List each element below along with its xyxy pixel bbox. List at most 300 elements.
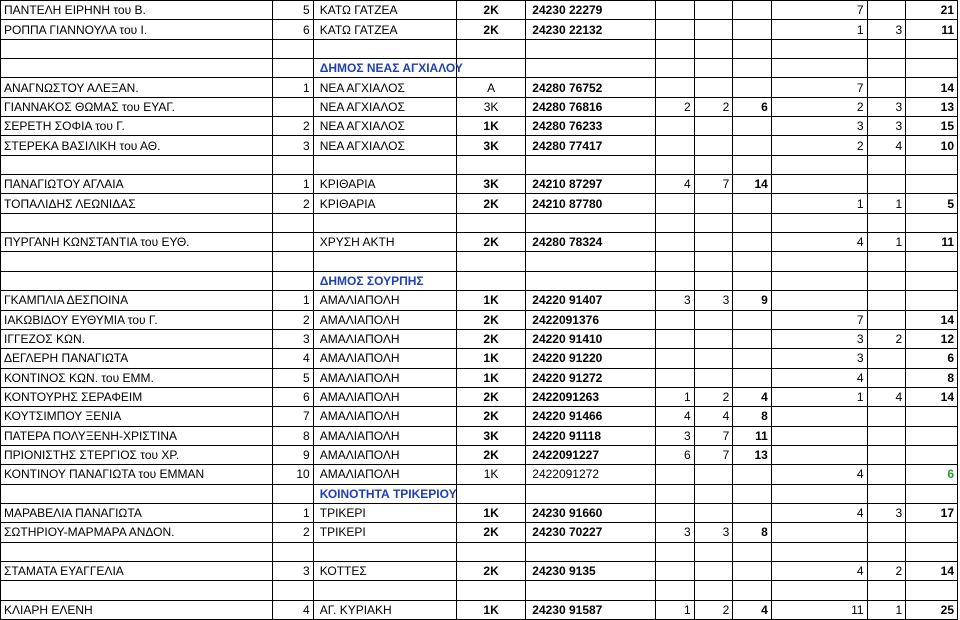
cell-b [694, 233, 733, 252]
cell-f: 8 [906, 368, 958, 387]
cell-e [867, 349, 906, 368]
empty-cell [733, 271, 772, 290]
cell-b: 4 [694, 407, 733, 426]
table-row [1, 117, 958, 136]
cell-name: ΙΓΓΕΖΟΣ ΚΩΝ. [1, 329, 273, 348]
cell-a [656, 561, 695, 580]
cell-town: ΑΜΑΛΙΑΠΟΛΗ [313, 349, 456, 368]
cell-e: 1 [867, 233, 906, 252]
cell-phone: 24210 87780 [526, 194, 656, 213]
empty-cell [867, 252, 906, 271]
empty-cell [656, 39, 695, 58]
cell-e [867, 445, 906, 464]
section-header-row [1, 59, 958, 78]
cell-a: 3 [656, 426, 695, 445]
empty-cell [1, 39, 273, 58]
empty-cell [694, 484, 733, 503]
cell-f: 13 [906, 97, 958, 116]
cell-b: 7 [694, 175, 733, 194]
empty-cell [526, 213, 656, 232]
cell-d: 4 [771, 465, 867, 484]
table-body [1, 1, 958, 620]
cell-c [733, 465, 772, 484]
cell-d [771, 523, 867, 542]
empty-cell [906, 213, 958, 232]
cell-num [273, 97, 314, 116]
cell-a [656, 78, 695, 97]
cell-class: 1Κ [456, 503, 525, 522]
cell-class: 3Κ [456, 97, 525, 116]
cell-phone: 24280 77417 [526, 136, 656, 155]
cell-f: 12 [906, 329, 958, 348]
cell-c [733, 117, 772, 136]
cell-d: 1 [771, 20, 867, 39]
cell-name: ΔΕΓΛΕΡΗ ΠΑΝΑΓΙΩΤΑ [1, 349, 273, 368]
cell-town: ΑΜΑΛΙΑΠΟΛΗ [313, 445, 456, 464]
empty-cell [273, 484, 314, 503]
cell-d: 7 [771, 1, 867, 20]
empty-cell [733, 581, 772, 600]
cell-class: 1Κ [456, 117, 525, 136]
table-row [1, 20, 958, 39]
cell-c [733, 233, 772, 252]
cell-d: 1 [771, 387, 867, 406]
cell-c: 11 [733, 426, 772, 445]
cell-e: 4 [867, 387, 906, 406]
cell-town: ΧΡΥΣΗ ΑΚΤΗ [313, 233, 456, 252]
cell-num: 2 [273, 117, 314, 136]
empty-cell [694, 271, 733, 290]
empty-cell [273, 252, 314, 271]
empty-cell [273, 213, 314, 232]
cell-c: 9 [733, 291, 772, 310]
cell-class: 2Κ [456, 20, 525, 39]
cell-name: ΤΟΠΑΛΙΔΗΣ ΛΕΩΝΙΔΑΣ [1, 194, 273, 213]
cell-e [867, 310, 906, 329]
cell-b [694, 194, 733, 213]
cell-d: 4 [771, 368, 867, 387]
cell-town: ΝΕΑ ΑΓΧΙΑΛΟΣ [313, 136, 456, 155]
cell-c [733, 349, 772, 368]
cell-phone: 24280 76233 [526, 117, 656, 136]
table-row [1, 465, 958, 484]
section-header-row [1, 271, 958, 290]
cell-c: 13 [733, 445, 772, 464]
cell-b: 3 [694, 523, 733, 542]
cell-b [694, 368, 733, 387]
cell-class: 2Κ [456, 445, 525, 464]
cell-b [694, 310, 733, 329]
table-row [1, 523, 958, 542]
cell-f: 6 [906, 465, 958, 484]
cell-town: ΝΕΑ ΑΓΧΙΑΛΟΣ [313, 117, 456, 136]
blank-row [1, 155, 958, 174]
table-row [1, 310, 958, 329]
cell-e [867, 407, 906, 426]
cell-town: ΑΜΑΛΙΑΠΟΛΗ [313, 291, 456, 310]
empty-cell [1, 542, 273, 561]
cell-c: 8 [733, 407, 772, 426]
cell-a: 6 [656, 445, 695, 464]
cell-town: ΤΡΙΚΕΡΙ [313, 523, 456, 542]
cell-name: ΠΥΡΓΑΝΗ ΚΩΝΣΤΑΝΤΙΑ του ΕΥΘ. [1, 233, 273, 252]
cell-d: 7 [771, 78, 867, 97]
cell-b: 7 [694, 426, 733, 445]
cell-phone: 24230 91587 [526, 600, 656, 619]
cell-d: 7 [771, 310, 867, 329]
empty-cell [733, 542, 772, 561]
cell-phone: 24220 91466 [526, 407, 656, 426]
cell-num: 2 [273, 310, 314, 329]
empty-cell [1, 581, 273, 600]
empty-cell [733, 39, 772, 58]
empty-cell [656, 271, 695, 290]
cell-phone: 24220 91272 [526, 368, 656, 387]
cell-f: 21 [906, 1, 958, 20]
empty-cell [733, 252, 772, 271]
cell-f: 11 [906, 20, 958, 39]
cell-class: 1Κ [456, 600, 525, 619]
cell-class: 1Κ [456, 291, 525, 310]
cell-town: ΚΡΙΘΑΡΙΑ [313, 194, 456, 213]
empty-cell [656, 155, 695, 174]
cell-name: ΑΝΑΓΝΩΣΤΟΥ ΑΛΕΞΑΝ. [1, 78, 273, 97]
cell-phone: 2422091376 [526, 310, 656, 329]
cell-a: 4 [656, 175, 695, 194]
blank-row [1, 581, 958, 600]
cell-b [694, 503, 733, 522]
empty-cell [771, 484, 867, 503]
blank-row [1, 252, 958, 271]
cell-f [906, 407, 958, 426]
cell-d [771, 291, 867, 310]
cell-a: 4 [656, 407, 695, 426]
cell-b: 7 [694, 445, 733, 464]
cell-class: 1Κ [456, 368, 525, 387]
cell-c: 4 [733, 600, 772, 619]
empty-cell [526, 155, 656, 174]
cell-class: Α [456, 78, 525, 97]
empty-cell [906, 59, 958, 78]
empty-cell [273, 271, 314, 290]
cell-num: 5 [273, 368, 314, 387]
empty-cell [656, 59, 695, 78]
cell-c [733, 368, 772, 387]
cell-class: 2Κ [456, 233, 525, 252]
table-row [1, 368, 958, 387]
section-header: ΔΗΜΟΣ ΝΕΑΣ ΑΓΧΙΑΛΟΥ [313, 59, 456, 78]
cell-b [694, 349, 733, 368]
cell-a [656, 310, 695, 329]
empty-cell [867, 581, 906, 600]
cell-f [906, 426, 958, 445]
cell-num: 1 [273, 291, 314, 310]
cell-name: ΚΟΝΤΙΝΟΥ ΠΑΝΑΓΙΩΤΑ του ΕΜΜΑΝ [1, 465, 273, 484]
blank-row [1, 542, 958, 561]
cell-e: 1 [867, 194, 906, 213]
cell-num: 6 [273, 387, 314, 406]
cell-e [867, 291, 906, 310]
cell-a [656, 136, 695, 155]
cell-name: ΓΚΑΜΠΛΙΑ ΔΕΣΠΟΙΝΑ [1, 291, 273, 310]
cell-num: 3 [273, 329, 314, 348]
cell-e: 3 [867, 503, 906, 522]
cell-phone: 24280 76816 [526, 97, 656, 116]
cell-c: 4 [733, 387, 772, 406]
empty-cell [656, 252, 695, 271]
empty-cell [273, 155, 314, 174]
table-row [1, 194, 958, 213]
cell-name: ΓΙΑΝΝΑΚΟΣ ΘΩΜΑΣ του ΕΥΑΓ. [1, 97, 273, 116]
cell-class: 2Κ [456, 407, 525, 426]
empty-cell [313, 252, 456, 271]
empty-cell [656, 484, 695, 503]
cell-name: ΚΟΝΤΙΝΟΣ ΚΩΝ. του ΕΜΜ. [1, 368, 273, 387]
cell-name: ΚΟΥΤΣΙΜΠΟΥ ΞΕΝΙΑ [1, 407, 273, 426]
table-row [1, 175, 958, 194]
cell-f [906, 445, 958, 464]
cell-name: ΣΤΕΡΕΚΑ ΒΑΣΙΛΙΚΗ του ΑΘ. [1, 136, 273, 155]
empty-cell [694, 155, 733, 174]
cell-name: ΚΛΙΑΡΗ ΕΛΕΝΗ [1, 600, 273, 619]
cell-d [771, 426, 867, 445]
cell-town: ΚΟΤΤΕΣ [313, 561, 456, 580]
cell-class: 2Κ [456, 329, 525, 348]
cell-e [867, 1, 906, 20]
empty-cell [771, 271, 867, 290]
empty-cell [456, 252, 525, 271]
cell-town: ΝΕΑ ΑΓΧΙΑΛΟΣ [313, 78, 456, 97]
empty-cell [867, 271, 906, 290]
cell-e [867, 426, 906, 445]
cell-town: ΝΕΑ ΑΓΧΙΑΛΟΣ [313, 97, 456, 116]
cell-town: ΤΡΙΚΕΡΙ [313, 503, 456, 522]
cell-num: 4 [273, 600, 314, 619]
empty-cell [771, 542, 867, 561]
cell-e: 3 [867, 117, 906, 136]
table-row [1, 407, 958, 426]
cell-f: 14 [906, 78, 958, 97]
cell-f: 14 [906, 561, 958, 580]
empty-cell [273, 581, 314, 600]
cell-num [273, 233, 314, 252]
cell-a [656, 329, 695, 348]
cell-c [733, 561, 772, 580]
cell-f [906, 523, 958, 542]
cell-f: 10 [906, 136, 958, 155]
cell-d: 3 [771, 349, 867, 368]
cell-phone: 24230 22132 [526, 20, 656, 39]
cell-c [733, 1, 772, 20]
empty-cell [906, 39, 958, 58]
cell-phone: 24230 70227 [526, 523, 656, 542]
empty-cell [526, 39, 656, 58]
empty-cell [906, 271, 958, 290]
cell-phone: 24220 91118 [526, 426, 656, 445]
cell-a: 2 [656, 97, 695, 116]
cell-a: 1 [656, 600, 695, 619]
cell-class: 1Κ [456, 465, 525, 484]
cell-phone: 24230 91660 [526, 503, 656, 522]
empty-cell [456, 213, 525, 232]
cell-b [694, 117, 733, 136]
empty-cell [313, 213, 456, 232]
cell-e: 3 [867, 20, 906, 39]
empty-cell [771, 59, 867, 78]
empty-cell [771, 581, 867, 600]
table-row [1, 78, 958, 97]
cell-phone: 24280 76752 [526, 78, 656, 97]
cell-d [771, 175, 867, 194]
empty-cell [694, 213, 733, 232]
cell-num: 5 [273, 1, 314, 20]
cell-town: ΑΜΑΛΙΑΠΟΛΗ [313, 368, 456, 387]
cell-a [656, 20, 695, 39]
cell-c [733, 503, 772, 522]
cell-f: 5 [906, 194, 958, 213]
cell-town: ΑΜΑΛΙΑΠΟΛΗ [313, 426, 456, 445]
cell-town: ΑΜΑΛΙΑΠΟΛΗ [313, 310, 456, 329]
table-row [1, 387, 958, 406]
empty-cell [313, 39, 456, 58]
empty-cell [526, 542, 656, 561]
cell-phone: 24280 78324 [526, 233, 656, 252]
cell-phone: 24220 91407 [526, 291, 656, 310]
empty-cell [313, 155, 456, 174]
cell-b: 3 [694, 291, 733, 310]
cell-a [656, 368, 695, 387]
cell-a [656, 194, 695, 213]
cell-e: 3 [867, 97, 906, 116]
cell-e [867, 368, 906, 387]
cell-name: ΠΡΙΟΝΙΣΤΗΣ ΣΤΕΡΓΙΟΣ του ΧΡ. [1, 445, 273, 464]
cell-d: 4 [771, 503, 867, 522]
cell-a [656, 465, 695, 484]
empty-cell [694, 542, 733, 561]
empty-cell [656, 581, 695, 600]
empty-cell [906, 252, 958, 271]
empty-cell [456, 271, 525, 290]
empty-cell [694, 59, 733, 78]
cell-phone: 2422091227 [526, 445, 656, 464]
cell-class: 2Κ [456, 387, 525, 406]
cell-d: 4 [771, 233, 867, 252]
cell-phone: 24220 91410 [526, 329, 656, 348]
empty-cell [456, 39, 525, 58]
cell-b: 2 [694, 97, 733, 116]
cell-phone: 24230 22279 [526, 1, 656, 20]
cell-f [906, 291, 958, 310]
cell-num: 1 [273, 175, 314, 194]
cell-name: ΠΑΝΑΓΙΩΤΟΥ ΑΓΛΑΙΑ [1, 175, 273, 194]
empty-cell [867, 39, 906, 58]
table-row [1, 426, 958, 445]
empty-cell [906, 581, 958, 600]
cell-town: ΚΑΤΩ ΓΑΤΖΕΑ [313, 20, 456, 39]
cell-town: ΚΑΤΩ ΓΑΤΖΕΑ [313, 1, 456, 20]
cell-name: ΣΕΡΕΤΗ ΣΟΦΙΑ του Γ. [1, 117, 273, 136]
table-row [1, 503, 958, 522]
cell-c [733, 194, 772, 213]
cell-class: 2Κ [456, 561, 525, 580]
cell-town: ΑΜΑΛΙΑΠΟΛΗ [313, 465, 456, 484]
cell-phone: 2422091272 [526, 465, 656, 484]
empty-cell [906, 542, 958, 561]
cell-e: 4 [867, 136, 906, 155]
cell-e [867, 523, 906, 542]
cell-b: 2 [694, 387, 733, 406]
cell-d: 2 [771, 136, 867, 155]
cell-f: 25 [906, 600, 958, 619]
table-row [1, 1, 958, 20]
cell-d: 2 [771, 97, 867, 116]
table-row [1, 97, 958, 116]
cell-class: 3Κ [456, 426, 525, 445]
section-header-row [1, 484, 958, 503]
empty-cell [733, 155, 772, 174]
blank-row [1, 213, 958, 232]
cell-a [656, 503, 695, 522]
cell-name: ΠΑΤΕΡΑ ΠΟΛΥΞΕΝΗ-ΧΡΙΣΤΙΝΑ [1, 426, 273, 445]
empty-cell [867, 155, 906, 174]
cell-e [867, 175, 906, 194]
cell-num: 10 [273, 465, 314, 484]
empty-cell [526, 271, 656, 290]
empty-cell [1, 59, 273, 78]
empty-cell [694, 39, 733, 58]
cell-d: 3 [771, 329, 867, 348]
cell-phone: 2422091263 [526, 387, 656, 406]
cell-phone: 24230 9135 [526, 561, 656, 580]
cell-a: 3 [656, 291, 695, 310]
cell-num: 3 [273, 136, 314, 155]
empty-cell [456, 59, 525, 78]
cell-name: ΚΟΝΤΟΥΡΗΣ ΣΕΡΑΦΕΙΜ [1, 387, 273, 406]
empty-cell [906, 155, 958, 174]
empty-cell [1, 484, 273, 503]
cell-town: ΑΜΑΛΙΑΠΟΛΗ [313, 407, 456, 426]
cell-f: 17 [906, 503, 958, 522]
table-row [1, 233, 958, 252]
cell-name: ΣΤΑΜΑΤΑ ΕΥΑΓΓΕΛΙΑ [1, 561, 273, 580]
empty-cell [867, 542, 906, 561]
cell-num: 7 [273, 407, 314, 426]
cell-a: 1 [656, 387, 695, 406]
cell-d [771, 407, 867, 426]
cell-b [694, 136, 733, 155]
cell-c: 6 [733, 97, 772, 116]
cell-class: 2Κ [456, 310, 525, 329]
cell-c [733, 136, 772, 155]
cell-num: 3 [273, 561, 314, 580]
cell-name: ΙΑΚΩΒΙΔΟΥ ΕΥΘΥΜΙΑ του Γ. [1, 310, 273, 329]
empty-cell [526, 484, 656, 503]
cell-b [694, 78, 733, 97]
cell-phone: 24210 87297 [526, 175, 656, 194]
empty-cell [694, 252, 733, 271]
cell-d [771, 445, 867, 464]
cell-num: 2 [273, 194, 314, 213]
empty-cell [867, 59, 906, 78]
empty-cell [771, 213, 867, 232]
cell-c [733, 78, 772, 97]
cell-e: 2 [867, 329, 906, 348]
section-header: ΔΗΜΟΣ ΣΟΥΡΠΗΣ [313, 271, 456, 290]
empty-cell [867, 484, 906, 503]
empty-cell [526, 252, 656, 271]
empty-cell [733, 484, 772, 503]
cell-class: 3Κ [456, 175, 525, 194]
